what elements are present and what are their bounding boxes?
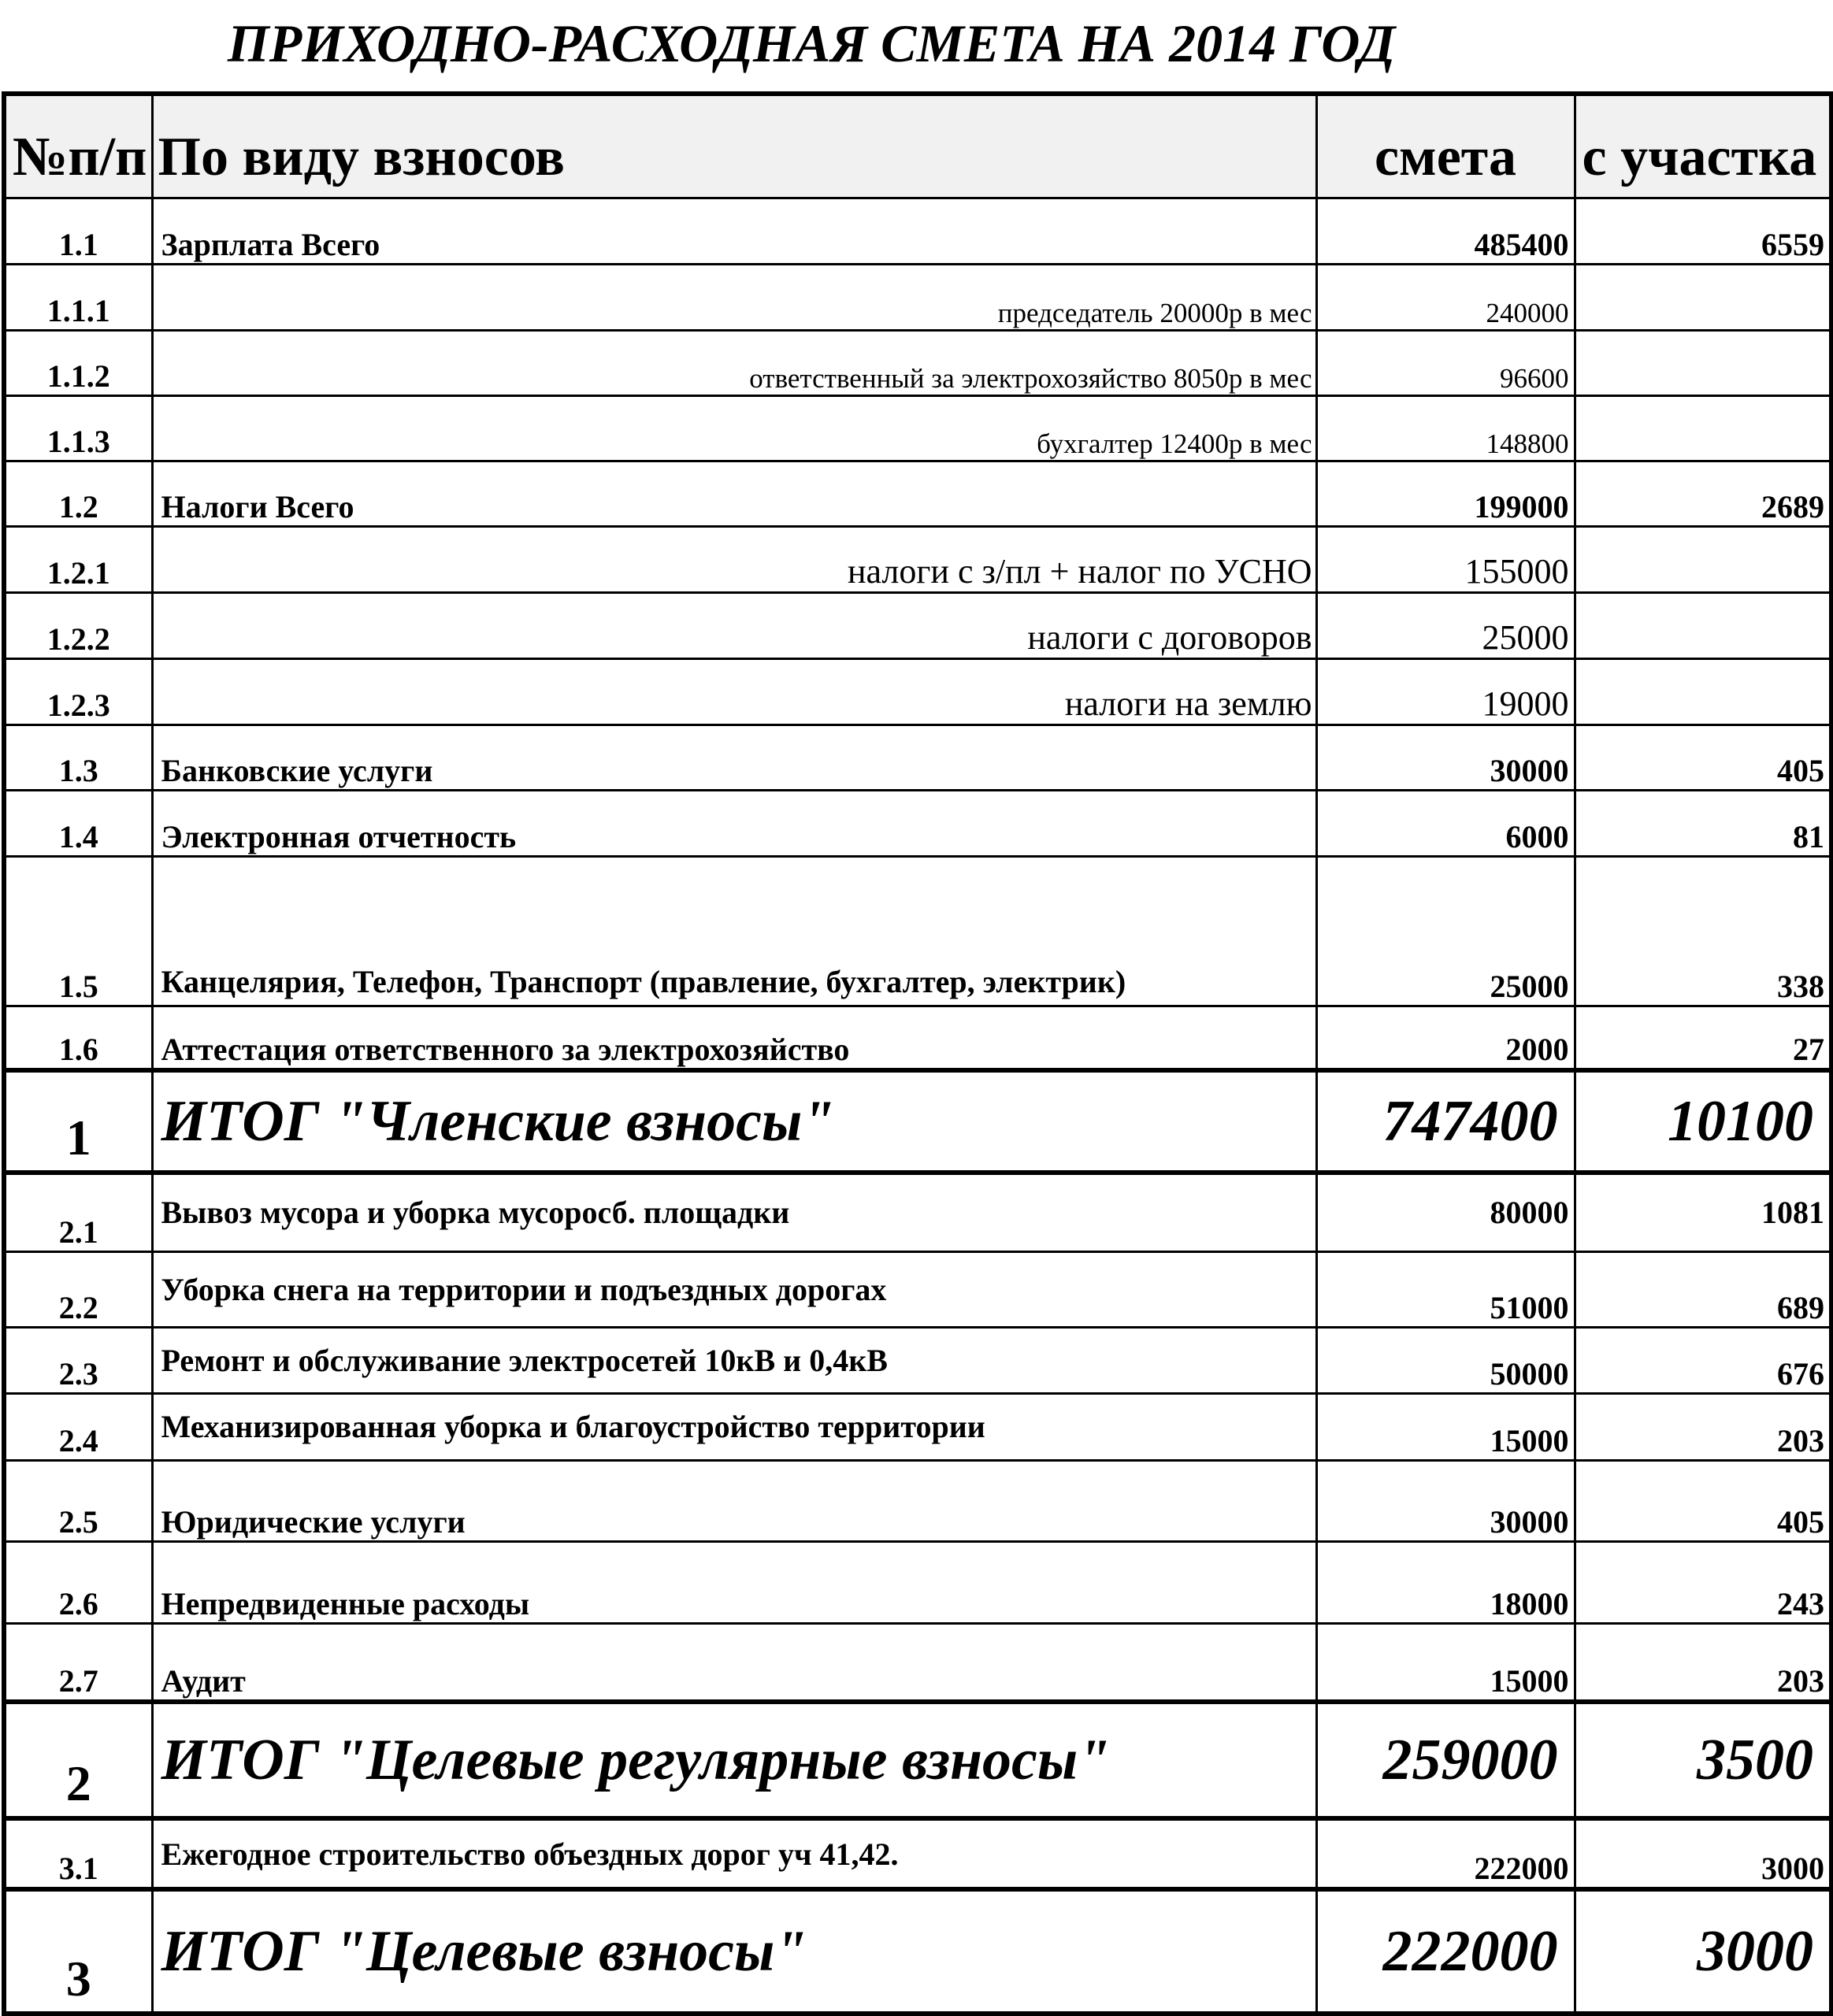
- table-header-row: [4, 94, 1831, 198]
- row-per-plot: 81: [1575, 790, 1831, 856]
- row-name: Ежегодное строительство объездных дорог уч 41,42.: [152, 1818, 1316, 1889]
- row-estimate: 240000: [1316, 264, 1575, 330]
- table-row: [4, 1173, 1831, 1251]
- row-per-plot: 27: [1575, 1006, 1831, 1070]
- row-num: 2.1: [4, 1173, 152, 1251]
- row-name: Вывоз мусора и уборка мусоросб. площадки: [152, 1173, 1316, 1251]
- table-row: [4, 330, 1831, 395]
- row-estimate: 2000: [1316, 1006, 1575, 1070]
- row-per-plot: [1575, 526, 1831, 592]
- row-estimate: 96600: [1316, 330, 1575, 395]
- table-row: [4, 658, 1831, 724]
- row-num: 1.1: [4, 198, 152, 264]
- row-num: 2.5: [4, 1460, 152, 1541]
- row-per-plot: 338: [1575, 856, 1831, 1006]
- row-per-plot: 3000: [1575, 1889, 1831, 2014]
- table-row: [4, 1251, 1831, 1327]
- row-name: бухгалтер 12400р в мес: [152, 395, 1316, 461]
- row-per-plot: 2689: [1575, 461, 1831, 526]
- table-row: [4, 395, 1831, 461]
- row-name: Непредвиденные расходы: [152, 1541, 1316, 1623]
- row-name: Электронная отчетность: [152, 790, 1316, 856]
- row-name: налоги на землю: [152, 658, 1316, 724]
- row-estimate: 50000: [1316, 1327, 1575, 1393]
- table-row: [4, 461, 1831, 526]
- column-header-per-plot: с участка: [1575, 94, 1831, 198]
- row-name: Механизированная уборка и благоустройство территории: [152, 1393, 1316, 1460]
- row-estimate: 485400: [1316, 198, 1575, 264]
- row-num: 1: [4, 1070, 152, 1173]
- row-estimate: 30000: [1316, 724, 1575, 790]
- row-per-plot: [1575, 592, 1831, 658]
- table-row: [4, 264, 1831, 330]
- row-num: 1.2.3: [4, 658, 152, 724]
- row-name: ИТОГ "Целевые регулярные взносы": [152, 1702, 1316, 1818]
- total-row: [4, 1702, 1831, 1818]
- table-row: [4, 1623, 1831, 1702]
- row-num: 3.1: [4, 1818, 152, 1889]
- row-num: 2.6: [4, 1541, 152, 1623]
- row-estimate: 148800: [1316, 395, 1575, 461]
- row-name: ИТОГ "Членские взносы": [152, 1070, 1316, 1173]
- row-estimate: 25000: [1316, 856, 1575, 1006]
- row-name: ответственный за электрохозяйство 8050р в мес: [152, 330, 1316, 395]
- table-row: [4, 526, 1831, 592]
- row-name: председатель 20000р в мес: [152, 264, 1316, 330]
- row-per-plot: [1575, 395, 1831, 461]
- row-estimate: 51000: [1316, 1251, 1575, 1327]
- row-estimate: 222000: [1316, 1818, 1575, 1889]
- table-row: [4, 592, 1831, 658]
- row-per-plot: 1081: [1575, 1173, 1831, 1251]
- table-row: [4, 856, 1831, 1006]
- row-per-plot: [1575, 264, 1831, 330]
- table-row: [4, 790, 1831, 856]
- row-name: Юридические услуги: [152, 1460, 1316, 1541]
- row-num: 2.2: [4, 1251, 152, 1327]
- row-estimate: 259000: [1316, 1702, 1575, 1818]
- row-name: Уборка снега на территории и подъездных дорогах: [152, 1251, 1316, 1327]
- row-per-plot: 3500: [1575, 1702, 1831, 1818]
- row-per-plot: [1575, 330, 1831, 395]
- row-name: Аудит: [152, 1623, 1316, 1702]
- row-estimate: 747400: [1316, 1070, 1575, 1173]
- row-num: 1.6: [4, 1006, 152, 1070]
- table-row: [4, 1393, 1831, 1460]
- table-row: [4, 1541, 1831, 1623]
- row-num: 1.4: [4, 790, 152, 856]
- row-per-plot: 405: [1575, 724, 1831, 790]
- row-num: 1.1.3: [4, 395, 152, 461]
- table-row: [4, 724, 1831, 790]
- column-header-name: По виду взносов: [152, 94, 1316, 198]
- row-name: Налоги Всего: [152, 461, 1316, 526]
- column-header-num: №п/п: [4, 94, 152, 198]
- row-estimate: 15000: [1316, 1393, 1575, 1460]
- row-per-plot: 676: [1575, 1327, 1831, 1393]
- row-per-plot: 243: [1575, 1541, 1831, 1623]
- total-row: [4, 1070, 1831, 1173]
- row-name: Ремонт и обслуживание электросетей 10кВ и 0,4кВ: [152, 1327, 1316, 1393]
- row-num: 1.1.1: [4, 264, 152, 330]
- row-estimate: 222000: [1316, 1889, 1575, 2014]
- row-num: 1.2.1: [4, 526, 152, 592]
- row-name: Зарплата Всего: [152, 198, 1316, 264]
- row-num: 1.3: [4, 724, 152, 790]
- row-per-plot: 203: [1575, 1393, 1831, 1460]
- row-name: ИТОГ "Целевые взносы": [152, 1889, 1316, 2014]
- row-num: 2: [4, 1702, 152, 1818]
- row-per-plot: 10100: [1575, 1070, 1831, 1173]
- table-row: [4, 198, 1831, 264]
- row-name: Канцелярия, Телефон, Транспорт (правление, бухгалтер, электрик): [152, 856, 1316, 1006]
- row-num: 2.4: [4, 1393, 152, 1460]
- row-per-plot: 203: [1575, 1623, 1831, 1702]
- row-per-plot: 6559: [1575, 198, 1831, 264]
- row-estimate: 80000: [1316, 1173, 1575, 1251]
- row-per-plot: 405: [1575, 1460, 1831, 1541]
- row-num: 1.5: [4, 856, 152, 1006]
- row-name: налоги с договоров: [152, 592, 1316, 658]
- row-estimate: 155000: [1316, 526, 1575, 592]
- row-name: налоги с з/пл + налог по УСНО: [152, 526, 1316, 592]
- row-estimate: 199000: [1316, 461, 1575, 526]
- row-per-plot: 689: [1575, 1251, 1831, 1327]
- table-row: [4, 1327, 1831, 1393]
- row-num: 2.3: [4, 1327, 152, 1393]
- row-estimate: 15000: [1316, 1623, 1575, 1702]
- row-estimate: 30000: [1316, 1460, 1575, 1541]
- row-name: Аттестация ответственного за электрохозяйство: [152, 1006, 1316, 1070]
- row-num: 2.7: [4, 1623, 152, 1702]
- table-row: [4, 1460, 1831, 1541]
- row-per-plot: 3000: [1575, 1818, 1831, 1889]
- table-row: [4, 1006, 1831, 1070]
- row-num: 1.2: [4, 461, 152, 526]
- row-num: 1.1.2: [4, 330, 152, 395]
- row-estimate: 19000: [1316, 658, 1575, 724]
- row-estimate: 25000: [1316, 592, 1575, 658]
- column-header-estimate: смета: [1316, 94, 1575, 198]
- budget-table: [2, 91, 1833, 2016]
- document-title: ПРИХОДНО-РАСХОДНАЯ СМЕТА НА 2014 ГОД: [227, 13, 1396, 73]
- total-row: [4, 1889, 1831, 2014]
- row-name: Банковские услуги: [152, 724, 1316, 790]
- row-per-plot: [1575, 658, 1831, 724]
- row-num: 1.2.2: [4, 592, 152, 658]
- row-estimate: 18000: [1316, 1541, 1575, 1623]
- table-row: [4, 1818, 1831, 1889]
- row-num: 3: [4, 1889, 152, 2014]
- row-estimate: 6000: [1316, 790, 1575, 856]
